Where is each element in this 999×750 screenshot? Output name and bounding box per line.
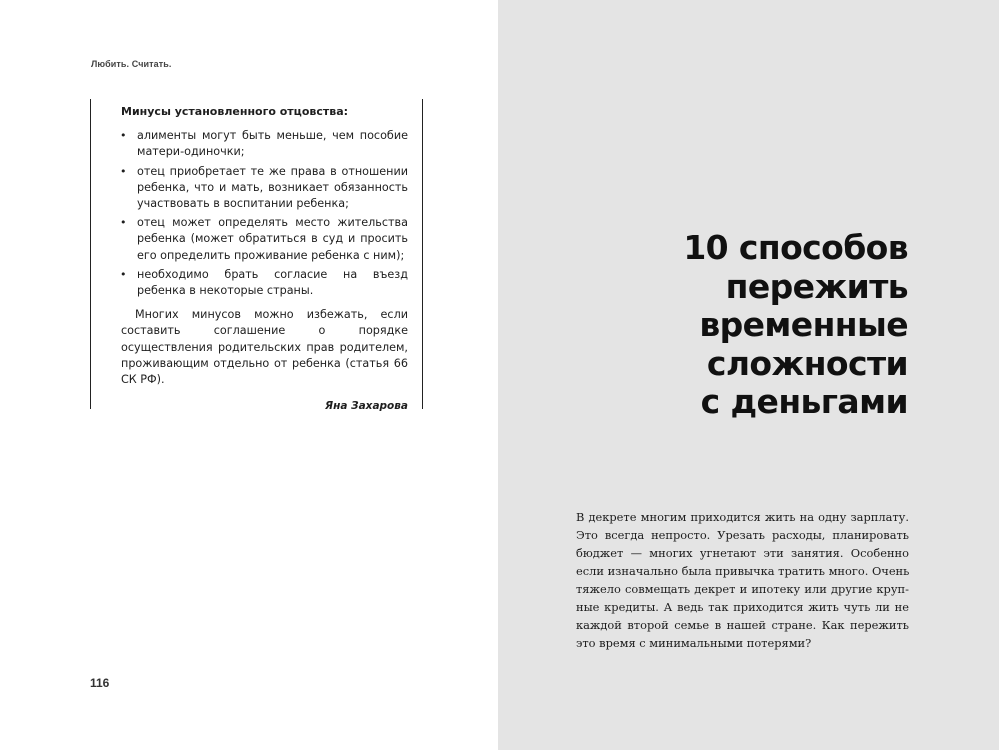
list-item-text: необходимо брать согласие на въезд ребенка в некоторые страны. <box>137 267 408 298</box>
chapter-title-line: сложности <box>706 343 908 383</box>
intro-paragraph <box>576 508 909 652</box>
bullet-icon: • <box>120 129 127 143</box>
chapter-title-line: временные <box>699 305 908 344</box>
intro-line: Это всегда непросто. Урезать расходы, планировать <box>576 528 909 542</box>
list-item-text: отец приобретает те же права в отношении ребенка, что и мать, возникает обязанность участвовать в воспитании ребенка; <box>137 164 408 211</box>
page-number: 116 <box>90 676 110 690</box>
intro-line: тяжело совмещать декрет и ипотеку или другие круп- <box>576 582 909 596</box>
chapter-title-line: пережить <box>725 266 908 306</box>
list-item <box>121 267 408 299</box>
list-item <box>121 164 408 213</box>
running-head: Любить. Считать. <box>91 59 172 69</box>
chapter-title-line: с деньгами <box>700 382 908 421</box>
chapter-title-line: 10 способов <box>683 228 908 267</box>
chapter-title <box>548 229 908 422</box>
sidebar-box <box>90 99 423 413</box>
bullet-icon: • <box>120 267 127 281</box>
list-item <box>121 215 408 264</box>
intro-line: В декрете многим приходится жить на одну зарплату. <box>576 510 909 524</box>
intro-line: каждой второй семье в нашей стране. Как пережить <box>576 618 909 632</box>
intro-line: бюджет — многих угнетают эти занятия. Особенно <box>576 546 909 560</box>
author-signature: Яна Захарова <box>325 400 408 413</box>
sidebar-heading: Минусы установленного отцовства: <box>121 105 349 118</box>
intro-line: ные кредиты. А ведь так приходится жить чуть ли не <box>576 600 909 614</box>
sidebar-paragraph: Многих минусов можно избежать, если составить соглашение о порядке осуществления родительских прав родителем, проживающим отдельно от ребенка (статья 66 СК РФ). <box>121 308 408 387</box>
list-item-text: алименты могут быть меньше, чем пособие матери-одиночки; <box>137 129 408 159</box>
cons-list <box>121 128 408 299</box>
bullet-icon: • <box>120 216 127 230</box>
list-item-text: отец может определять место жительства ребенка (может обратиться в суд и просить его определить проживание ребенка с ним); <box>137 216 408 262</box>
left-page <box>0 0 498 750</box>
intro-line: если изначально была привычка тратить много. Очень <box>576 564 910 578</box>
bullet-icon: • <box>120 164 127 178</box>
intro-line: это время с минимальными потерями? <box>576 636 812 650</box>
list-item <box>121 128 408 160</box>
